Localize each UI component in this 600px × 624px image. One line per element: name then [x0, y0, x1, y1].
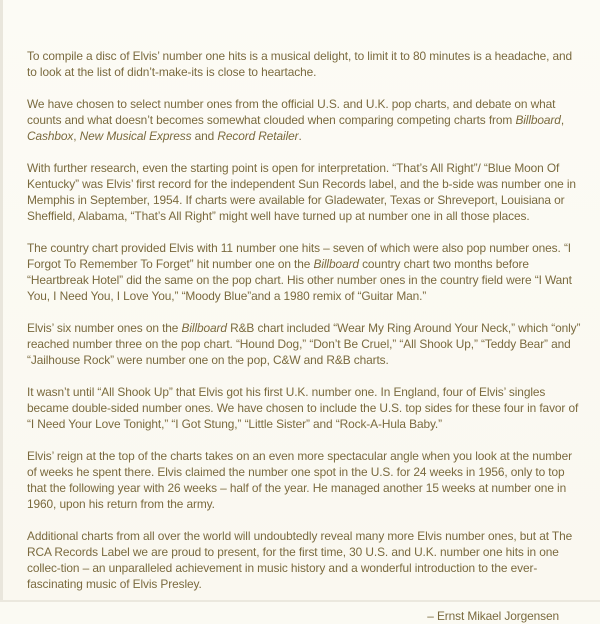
paragraph-2 — [27, 96, 583, 144]
text-run: With further research, even the starting point is open for interpretation. “That’s All Right”/ “Blue Moon Of Kentucky” was Elvis’ first record for the independent Sun Records label, and the b-side was number one in Memphis in September, 1954. If charts were available for Gladewater, Texas or Shreveport, Louisiana or Sheffield, Alabama, “That’s All Right” might well have turned up at number one in all those places. — [27, 161, 576, 223]
paragraph-6 — [27, 384, 583, 432]
paragraph-7 — [27, 448, 583, 512]
text-run: We have chosen to select number ones from the official U.S. and U.K. pop charts, and debate on what counts and what doesn’t becomes somewhat clouded when comparing competing charts from — [27, 97, 556, 127]
paragraph-8 — [27, 528, 583, 592]
text-run: The country chart provided Elvis with 11 number one hits – seven of which were also pop number ones. “I Forgot To Remember To Forget” hit number one on the — [27, 241, 572, 271]
text-run: country chart two months before “Heartbreak Hotel” did the same on the pop chart. His other number ones in the country field were “I Want You, I Need You, I Love You,” “Moody Blue”and a 1980 remix of “Guitar Man.” — [27, 257, 572, 303]
paragraph-3 — [27, 160, 583, 224]
paragraph-4 — [27, 240, 583, 304]
text-run: , — [560, 113, 565, 127]
italic-title: Billboard — [515, 113, 561, 127]
italic-title: Billboard — [313, 257, 359, 271]
page-edge-shadow — [0, 0, 3, 602]
paragraph-1 — [27, 48, 583, 80]
italic-title: Record Retailer — [217, 129, 299, 143]
text-run: R&B chart included “Wear My Ring Around Your Neck,” which “only” reached number three on the pop chart. “Hound Dog,” “Don’t Be Cruel,” “All Shook Up,” “Teddy Bear” and “Jailhouse Rock” were number one on the pop, C&W and R&B charts. — [27, 321, 581, 367]
text-run: Additional charts from all over the world will undoubtedly reveal many more Elvis number ones, but at The RCA Records Label we are proud to present, for the first time, 30 U.S. and U.K. number one hits in one collec-tion – an unparalleled achievement in music history and a wonderful introduction to the ever-fascinating music of Elvis Presley. — [27, 529, 573, 591]
text-run: It wasn’t until “All Shook Up” that Elvis got his first U.K. number one. In England, four of Elvis’ singles became double-sided number ones. We have chosen to include the U.S. top sides for these four in favor of “I Need Your Love Tonight,” “I Got Stung,” “Little Sister” and “Rock-A-Hula Baby.” — [27, 385, 579, 431]
italic-title: New Musical Express — [79, 129, 192, 143]
italic-title: Cashbox — [27, 129, 74, 143]
text-run: . — [298, 129, 302, 143]
text-run: and — [191, 129, 218, 143]
italic-title: Billboard — [181, 321, 227, 335]
paragraph-5 — [27, 320, 583, 368]
text-run: Elvis’ six number ones on the — [27, 321, 182, 335]
author-signature: – Ernst Mikael Jorgensen — [427, 609, 559, 623]
text-run: Elvis’ reign at the top of the charts takes on an even more spectacular angle when you look at the number of weeks he spent there. Elvis claimed the number one spot in the U.S. for 24 weeks in 1956, only to top that the following year with 26 weeks – half of the year. He managed another 15 weeks at number one in 1960, upon his return from the army. — [27, 449, 572, 511]
text-run: , — [73, 129, 80, 143]
text-run: To compile a disc of Elvis’ number one hits is a musical delight, to limit it to 80 minutes is a headache, and to look at the list of didn’t-make-its is close to heartache. — [27, 49, 573, 79]
liner-notes-body — [27, 48, 583, 624]
